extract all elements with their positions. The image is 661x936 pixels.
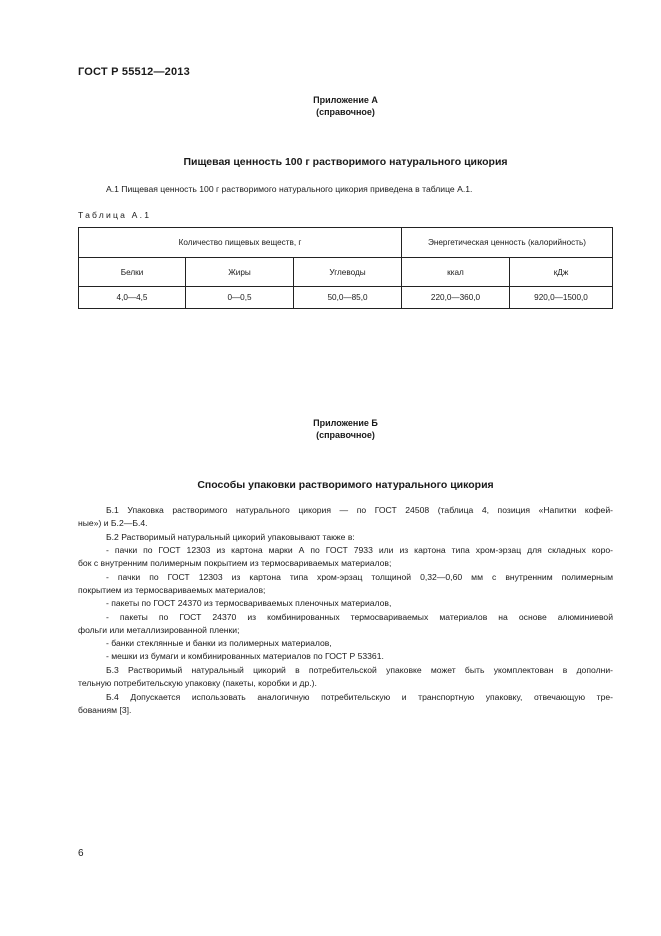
list-item-4-line2: фольги или металлизированной пленки; (78, 625, 240, 635)
clause-b2: Б.2 Растворимый натуральный цикорий упаковывают также в: (106, 532, 355, 542)
table-subheader-row (79, 258, 613, 287)
list-item-4-line1: - пакеты по ГОСТ 24370 из комбинированных термосвариваемых материалов на основе алюминиевой (106, 612, 613, 622)
annex-a-title: Приложение А (313, 95, 378, 105)
list-item-1-line1: - пачки по ГОСТ 12303 из картона марки А по ГОСТ 7933 или из картона типа хром-эрзац для складных коро- (106, 545, 613, 555)
table-cell: 0—0,5 (186, 287, 294, 309)
clause-b3-line1: Б.3 Растворимый натуральный цикорий в потребительской упаковке может быть укомплектован в дополни- (106, 665, 613, 675)
nutrition-table (78, 227, 613, 309)
clause-b1-line2: ные») и Б.2—Б.4. (78, 518, 148, 528)
clause-b4-line1: Б.4 Допускается использовать аналогичную потребительскую и транспортную упаковку, отвечающую тре- (106, 692, 613, 702)
table-col-header: ккал (402, 258, 510, 287)
table-cell: 920,0—1500,0 (510, 287, 613, 309)
table-col-header: Жиры (186, 258, 294, 287)
table-cell: 50,0—85,0 (294, 287, 402, 309)
clause-b1-line1: Б.1 Упаковка растворимого натурального цикория — по ГОСТ 24508 (таблица 4, позиция «Напитки кофей- (106, 505, 613, 515)
list-item-1-line2: бок с внутренним полимерным покрытием из термосвариваемых материалов; (78, 558, 392, 568)
annex-b-title: Приложение Б (313, 418, 378, 428)
table-row (79, 287, 613, 309)
table-cell: 220,0—360,0 (402, 287, 510, 309)
list-item-5: - банки стеклянные и банки из полимерных материалов, (106, 638, 332, 648)
table-group-nutrients: Количество пищевых веществ, г (79, 228, 402, 258)
list-item-2-line1: - пачки по ГОСТ 12303 из картона типа хром-эрзац толщиной 0,32—0,60 мм с внутренним полимерным (106, 572, 613, 582)
list-item-6: - мешки из бумаги и комбинированных материалов по ГОСТ Р 53361. (106, 651, 384, 661)
annex-a-paragraph: А.1 Пищевая ценность 100 г растворимого натурального цикория приведена в таблице А.1. (106, 184, 473, 194)
clause-b4-line2: бованиям [3]. (78, 705, 132, 715)
table-group-energy: Энергетическая ценность (калорийность) (402, 228, 613, 258)
table-caption: Таблица А.1 (78, 210, 152, 220)
table-col-header: Углеводы (294, 258, 402, 287)
page-number: 6 (78, 848, 84, 859)
clause-b3-line2: тельную потребительскую упаковку (пакеты, коробки и др.). (78, 678, 317, 688)
annex-b-subtitle: (справочное) (316, 430, 375, 440)
table-cell: 4,0—4,5 (79, 287, 186, 309)
table-col-header: Белки (79, 258, 186, 287)
list-item-3: - пакеты по ГОСТ 24370 из термосвариваемых пленочных материалов, (106, 598, 392, 608)
document-header: ГОСТ Р 55512—2013 (78, 66, 190, 78)
list-item-2-line2: покрытием из термосвариваемых материалов; (78, 585, 266, 595)
table-col-header: кДж (510, 258, 613, 287)
table-header-row (79, 228, 613, 258)
annex-b-heading: Способы упаковки растворимого натурального цикория (197, 479, 494, 491)
annex-a-heading: Пищевая ценность 100 г растворимого натурального цикория (183, 156, 508, 168)
annex-a-subtitle: (справочное) (316, 107, 375, 117)
